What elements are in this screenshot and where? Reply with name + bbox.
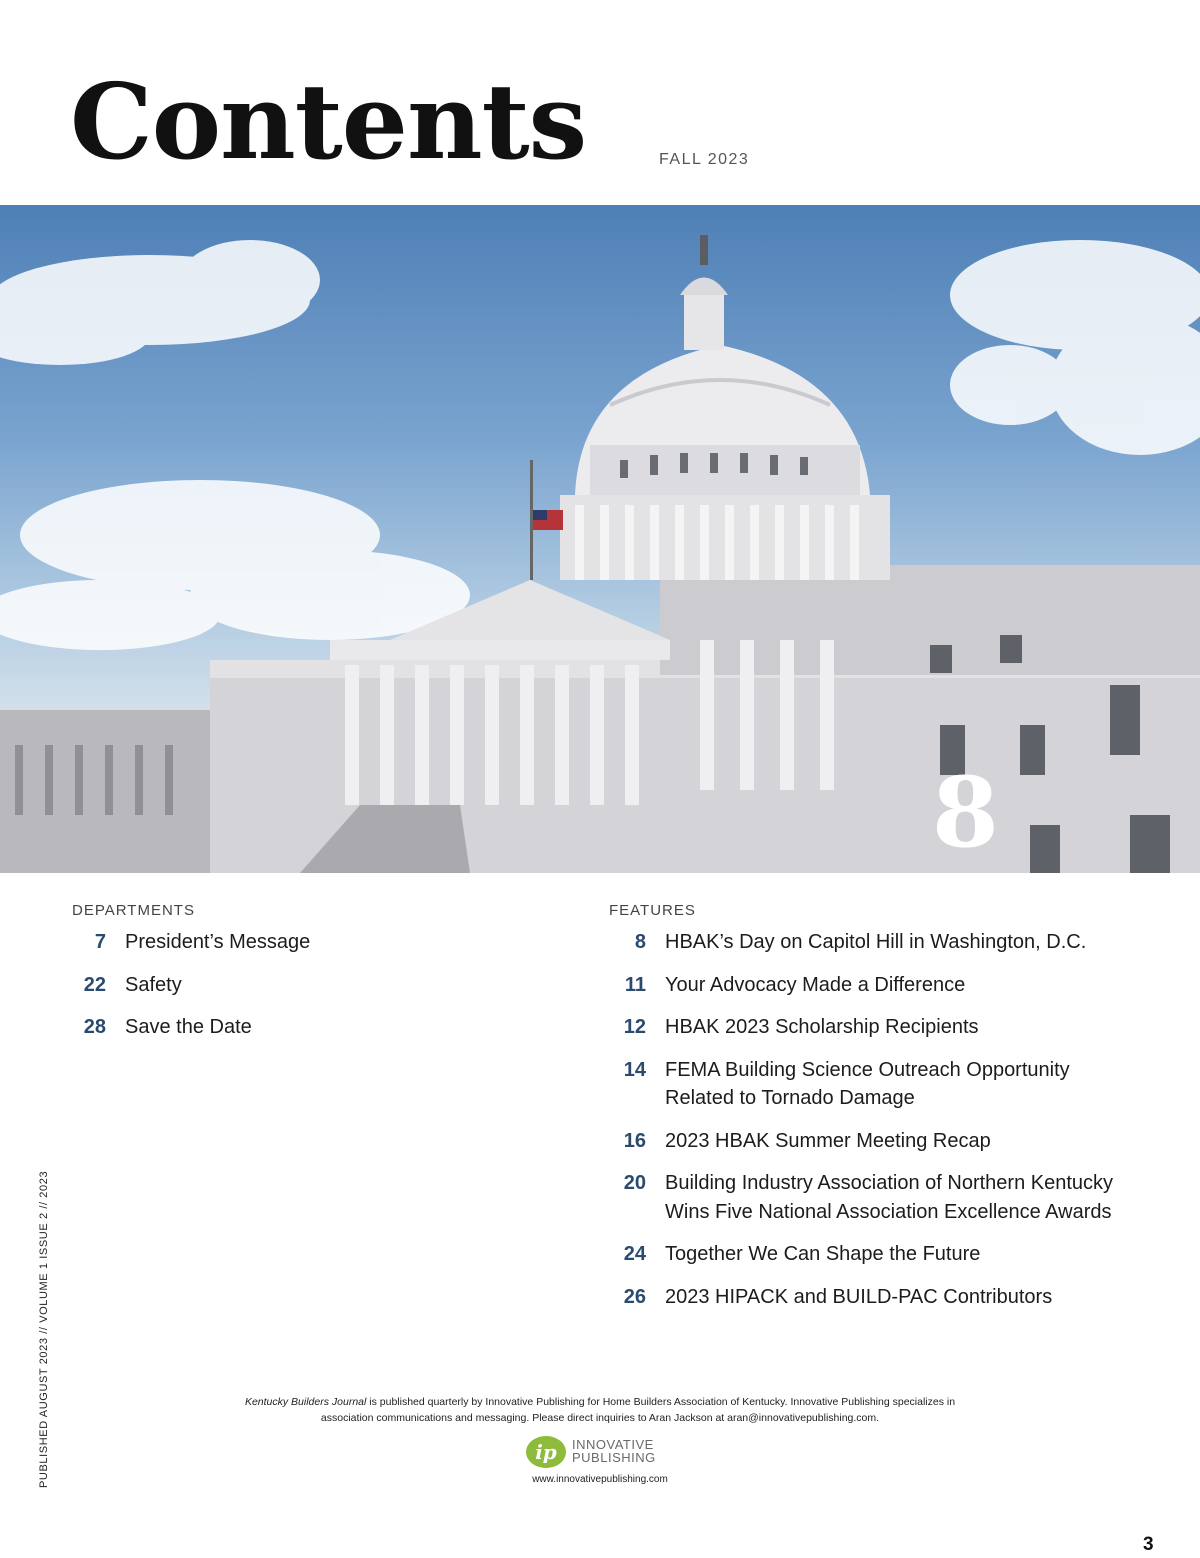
toc-entry[interactable] [609, 929, 1169, 957]
toc-page-number: 7 [94, 931, 106, 953]
capitol-building-illustration [0, 205, 1200, 873]
colophon-text-1: is published quarterly by Innovative Publishing for Home Builders Association of Kentucky. Innovative Publishing specializes in [366, 1396, 956, 1408]
toc-page-number: 11 [624, 973, 646, 996]
publisher-name-line2: PUBLISHING [572, 1450, 656, 1465]
toc-title: 2023 HIPACK and BUILD-PAC Contributors [665, 1285, 1053, 1308]
toc-page-number: 28 [83, 1016, 106, 1038]
toc-page-number: 16 [623, 1129, 646, 1152]
journal-name: Kentucky Builders Journal [244, 1396, 367, 1408]
toc-title: Building Industry Association of Northern Kentucky Wins Five National Association Excellence Awards [665, 1172, 1114, 1223]
toc-title: Save the Date [125, 1016, 252, 1038]
toc-title: Your Advocacy Made a Difference [665, 973, 966, 996]
toc-title: FEMA Building Science Outreach Opportunity Related to Tornado Damage [665, 1058, 1070, 1109]
departments-heading: DEPARTMENTS [72, 902, 195, 919]
toc-page-number: 8 [634, 931, 646, 953]
publisher-name-line1: INNOVATIVE [572, 1437, 654, 1452]
hero-photo [0, 205, 1200, 873]
toc-entry[interactable] [609, 1241, 1169, 1269]
toc-title: HBAK’s Day on Capitol Hill in Washington, D.C. [665, 931, 1087, 953]
toc-entry[interactable] [72, 929, 532, 957]
publication-info-sidebar: PUBLISHED AUGUST 2023 // VOLUME 1 ISSUE 2 // 2023 [38, 1170, 50, 1488]
toc-title: President’s Message [125, 931, 311, 953]
ip-logo-icon: ip [526, 1436, 566, 1468]
toc-page-number: 24 [623, 1243, 646, 1265]
toc-entry[interactable] [72, 1014, 532, 1042]
toc-page-number: 12 [623, 1016, 646, 1038]
colophon-text-2: association communications and messaging. Please direct inquiries to Aran Jackson at aran@innovativepublishing.com. [320, 1412, 880, 1424]
toc-page-number: 22 [83, 973, 106, 996]
toc-entry[interactable] [609, 972, 1169, 1000]
toc-title: Together We Can Shape the Future [665, 1243, 981, 1265]
toc-entry[interactable] [609, 1014, 1169, 1042]
departments-section [72, 902, 532, 1057]
features-section [609, 902, 1169, 1326]
publisher-website-link[interactable]: www.innovativepublishing.com [532, 1474, 668, 1485]
toc-title: Safety [125, 973, 182, 996]
page-number: 3 [1143, 1534, 1154, 1555]
hero-page-number: 8 [932, 756, 999, 869]
toc-entry[interactable] [609, 1170, 1169, 1226]
toc-page-number: 20 [623, 1172, 646, 1194]
toc-title: HBAK 2023 Scholarship Recipients [665, 1016, 979, 1038]
toc-page-number: 26 [623, 1285, 646, 1308]
toc-entry[interactable] [609, 1284, 1169, 1312]
publisher-logo [526, 1436, 686, 1470]
features-heading: FEATURES [609, 902, 696, 919]
toc-page-number: 14 [623, 1058, 646, 1081]
toc-entry[interactable] [609, 1057, 1169, 1113]
colophon [240, 1394, 960, 1426]
publisher-name [572, 1438, 656, 1464]
page-title: Contents [70, 60, 587, 183]
issue-label: FALL 2023 [659, 151, 750, 168]
toc-title: 2023 HBAK Summer Meeting Recap [665, 1129, 991, 1152]
toc-entry[interactable] [609, 1128, 1169, 1156]
toc-entry[interactable] [72, 972, 532, 1000]
